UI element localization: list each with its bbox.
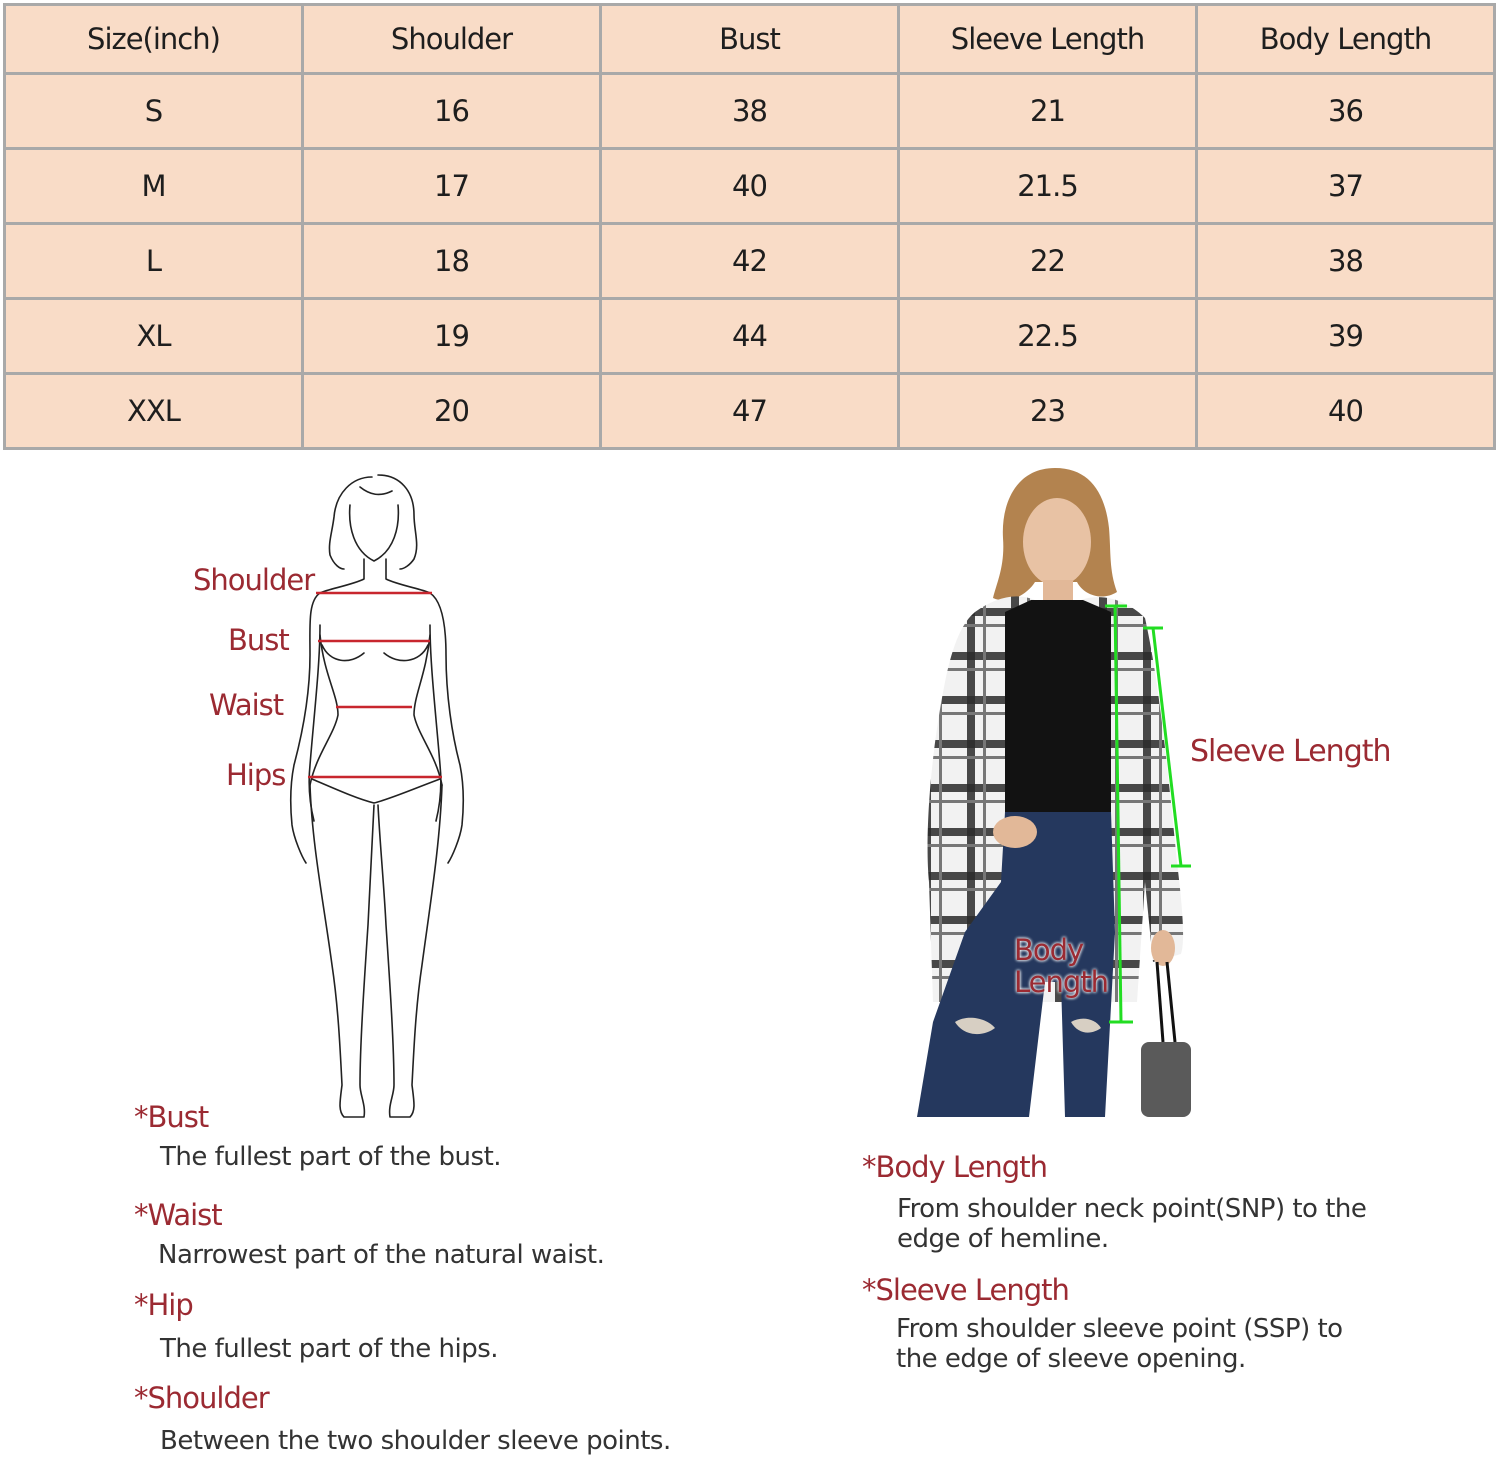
cell-sleeve-length: 23 [899, 374, 1197, 449]
cell-body-length: 36 [1197, 74, 1495, 149]
definition-text-body-length: From shoulder neck point(SNP) to the edge of hemline. [897, 1194, 1367, 1254]
cell-bust: 47 [601, 374, 899, 449]
cell-shoulder: 19 [303, 299, 601, 374]
size-chart-table [3, 3, 1496, 450]
cell-shoulder: 20 [303, 374, 601, 449]
cell-sleeve-length: 21.5 [899, 149, 1197, 224]
cell-sleeve-length: 22 [899, 224, 1197, 299]
definition-title-hip: *Hip [134, 1288, 193, 1322]
figure-label-body-length-line2: Length [1014, 965, 1109, 999]
cell-sleeve-length: 22.5 [899, 299, 1197, 374]
table-row [5, 299, 1495, 374]
figure-label-hips: Hips [226, 758, 286, 792]
header-body-length: Body Length [1197, 5, 1495, 74]
definition-text-hip: The fullest part of the hips. [160, 1334, 499, 1364]
table-row [5, 74, 1495, 149]
model-photo [905, 462, 1195, 1117]
table-header-row [5, 5, 1495, 74]
header-bust: Bust [601, 5, 899, 74]
cell-body-length: 39 [1197, 299, 1495, 374]
definition-title-shoulder: *Shoulder [134, 1381, 269, 1415]
table-row [5, 374, 1495, 449]
figure-label-bust: Bust [228, 623, 289, 657]
cell-size: M [5, 149, 303, 224]
table-row [5, 224, 1495, 299]
definition-title-body-length: *Body Length [862, 1150, 1047, 1184]
cell-body-length: 40 [1197, 374, 1495, 449]
cell-shoulder: 18 [303, 224, 601, 299]
cell-body-length: 37 [1197, 149, 1495, 224]
cell-shoulder: 17 [303, 149, 601, 224]
definition-text-sleeve-length: From shoulder sleeve point (SSP) to the edge of sleeve opening. [896, 1314, 1343, 1374]
figure-label-waist: Waist [209, 688, 284, 722]
cell-bust: 44 [601, 299, 899, 374]
definition-title-bust: *Bust [134, 1100, 209, 1134]
definition-title-waist: *Waist [134, 1198, 222, 1232]
cell-size: XXL [5, 374, 303, 449]
definition-text-bust: The fullest part of the bust. [160, 1142, 502, 1172]
figure-label-body-length [1014, 934, 1108, 998]
cell-bust: 38 [601, 74, 899, 149]
cell-bust: 40 [601, 149, 899, 224]
header-shoulder: Shoulder [303, 5, 601, 74]
cell-sleeve-length: 21 [899, 74, 1197, 149]
cell-body-length: 38 [1197, 224, 1495, 299]
figure-label-shoulder: Shoulder [193, 563, 315, 597]
definition-text-waist: Narrowest part of the natural waist. [158, 1240, 605, 1270]
cell-size: XL [5, 299, 303, 374]
figure-label-body-length-line1: Body [1014, 933, 1084, 967]
cell-size: S [5, 74, 303, 149]
definition-title-sleeve-length: *Sleeve Length [862, 1273, 1069, 1307]
definition-text-shoulder: Between the two shoulder sleeve points. [160, 1426, 671, 1456]
table-row [5, 149, 1495, 224]
cell-bust: 42 [601, 224, 899, 299]
cell-size: L [5, 224, 303, 299]
cell-shoulder: 16 [303, 74, 601, 149]
header-size: Size(inch) [5, 5, 303, 74]
figure-label-sleeve-length: Sleeve Length [1190, 734, 1391, 769]
header-sleeve-length: Sleeve Length [899, 5, 1197, 74]
